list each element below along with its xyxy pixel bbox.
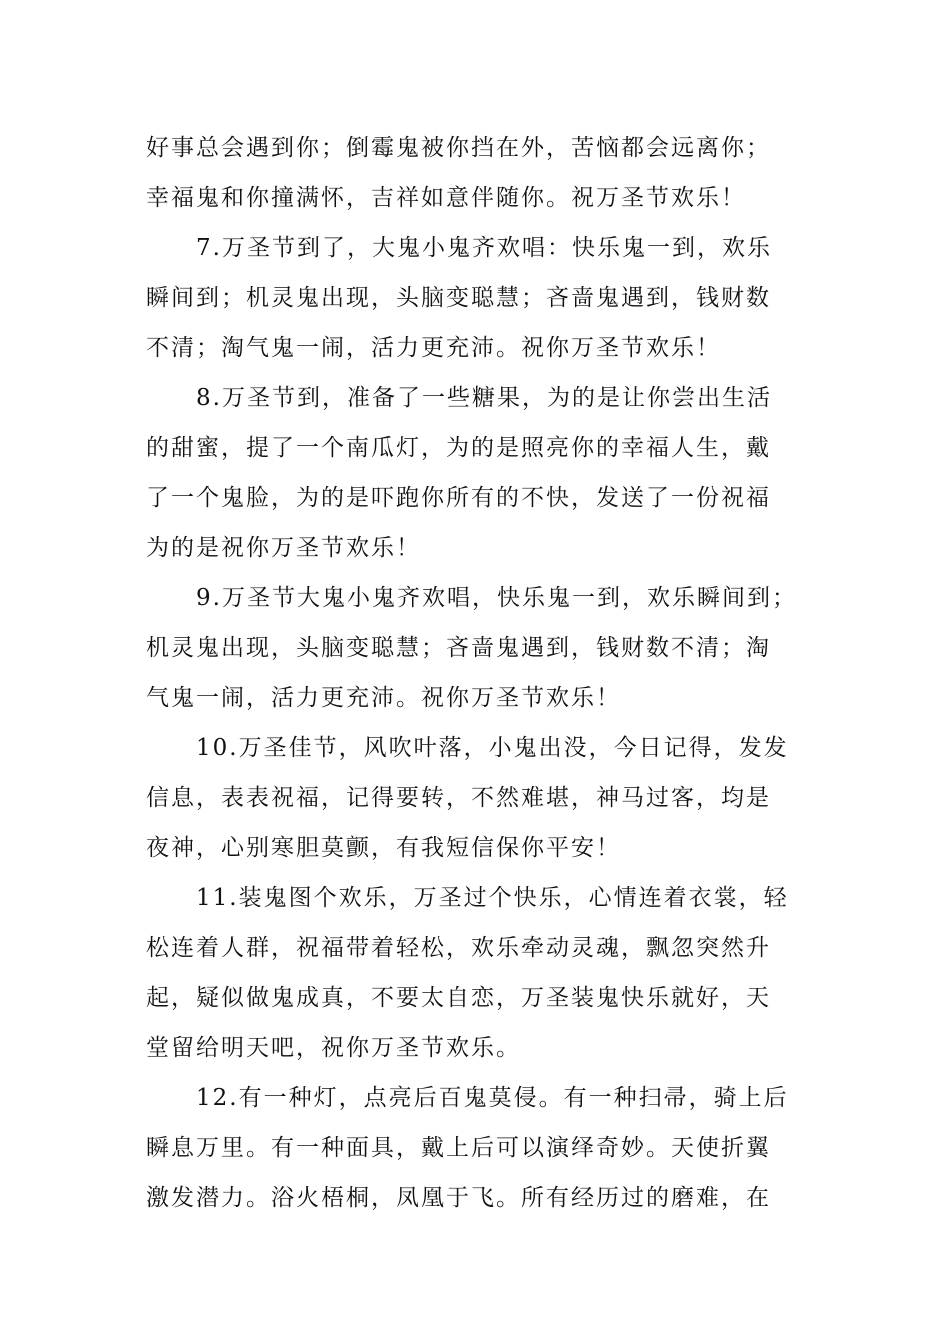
text-line: 瞬息万里。有一种面具，戴上后可以演绎奇妙。天使折翼	[146, 1135, 771, 1161]
text-line: 瞬间到；机灵鬼出现，头脑变聪慧；吝啬鬼遇到，钱财数	[146, 285, 771, 311]
paragraph-8-first-line: 8.万圣节到，准备了一些糖果，为的是让你尝出生活	[196, 385, 772, 411]
text-line: 堂留给明天吧，祝你万圣节欢乐。	[146, 1035, 521, 1061]
paragraph-12-first-line: 12.有一种灯，点亮后百鬼莫侵。有一种扫帚，骑上后	[196, 1085, 789, 1111]
text-line: 为的是祝你万圣节欢乐！	[146, 535, 421, 561]
text-line: 夜神，心别寒胆莫颤，有我短信保你平安！	[146, 835, 621, 861]
text-line: 起，疑似做鬼成真，不要太自恋，万圣装鬼快乐就好，天	[146, 985, 771, 1011]
text-line: 幸福鬼和你撞满怀，吉祥如意伴随你。祝万圣节欢乐！	[146, 185, 746, 211]
text-line: 的甜蜜，提了一个南瓜灯，为的是照亮你的幸福人生，戴	[146, 435, 771, 461]
text-line: 松连着人群，祝福带着轻松，欢乐牵动灵魂，飘忽突然升	[146, 935, 771, 961]
text-line: 气鬼一闹，活力更充沛。祝你万圣节欢乐！	[146, 685, 621, 711]
text-line: 好事总会遇到你；倒霉鬼被你挡在外，苦恼都会远离你；	[146, 135, 771, 161]
paragraph-10-first-line: 10.万圣佳节，风吹叶落，小鬼出没，今日记得，发发	[196, 735, 789, 761]
paragraph-9-first-line: 9.万圣节大鬼小鬼齐欢唱，快乐鬼一到，欢乐瞬间到；	[196, 585, 797, 611]
text-line: 不清；淘气鬼一闹，活力更充沛。祝你万圣节欢乐！	[146, 335, 721, 361]
text-line: 激发潜力。浴火梧桐，凤凰于飞。所有经历过的磨难，在	[146, 1185, 771, 1211]
text-line: 了一个鬼脸，为的是吓跑你所有的不快，发送了一份祝福	[146, 485, 771, 511]
paragraph-7-first-line: 7.万圣节到了，大鬼小鬼齐欢唱：快乐鬼一到，欢乐	[196, 235, 772, 261]
text-line: 机灵鬼出现，头脑变聪慧；吝啬鬼遇到，钱财数不清；淘	[146, 635, 771, 661]
text-line: 信息，表表祝福，记得要转，不然难堪，神马过客，均是	[146, 785, 771, 811]
paragraph-11-first-line: 11.装鬼图个欢乐，万圣过个快乐，心情连着衣裳，轻	[196, 885, 789, 911]
